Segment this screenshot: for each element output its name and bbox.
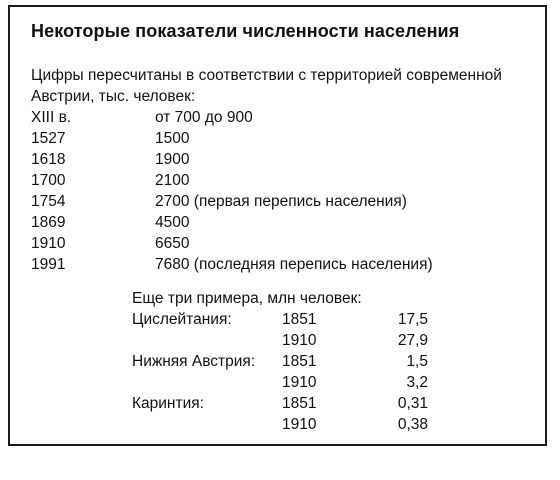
population-year: 1618: [31, 151, 66, 168]
examples-region: Нижняя Австрия:: [132, 353, 256, 370]
examples-value: 0,31: [397, 395, 428, 412]
population-value: от 700 до 900: [155, 109, 253, 126]
population-year: 1527: [31, 130, 66, 147]
population-value: 1900: [155, 151, 190, 168]
examples-row: [132, 393, 432, 414]
examples-year: 1910: [282, 374, 317, 391]
examples-value: 3,2: [406, 374, 428, 391]
population-year: 1869: [31, 214, 66, 231]
examples-table: [132, 309, 432, 435]
intro-line-2: Австрии, тыс. человек:: [31, 88, 196, 105]
population-year: XIII в.: [31, 109, 72, 126]
examples-year: 1851: [282, 395, 317, 412]
examples-value: 17,5: [397, 311, 428, 328]
examples-year: 1910: [282, 332, 317, 349]
examples-row: [132, 330, 432, 351]
population-year: 1754: [31, 193, 66, 210]
examples-value: 1,5: [406, 353, 428, 370]
examples-year: 1851: [282, 353, 317, 370]
examples-value: 0,38: [397, 416, 428, 433]
examples-year: 1910: [282, 416, 317, 433]
population-value: 2100: [155, 172, 190, 189]
examples-region: Каринтия:: [132, 395, 204, 412]
page-title: Некоторые показатели численности населения: [31, 21, 460, 41]
population-value: 7680 (последняя перепись населения): [155, 256, 433, 273]
examples-row: [132, 351, 432, 372]
examples-heading: Еще три примера, млн человек:: [132, 290, 362, 307]
examples-row: [132, 309, 432, 330]
population-year: 1910: [31, 235, 66, 252]
examples-region: Цислейтания:: [132, 311, 232, 328]
examples-row: [132, 414, 432, 435]
examples-value: 27,9: [397, 332, 428, 349]
population-value: 4500: [155, 214, 190, 231]
population-year: 1700: [31, 172, 66, 189]
intro-text: [31, 65, 541, 107]
population-value: 6650: [155, 235, 190, 252]
population-year: 1991: [31, 256, 66, 273]
population-value: 1500: [155, 130, 190, 147]
intro-line-1: Цифры пересчитаны в соответствии с территорией современной: [31, 67, 502, 84]
examples-year: 1851: [282, 311, 317, 328]
examples-row: [132, 372, 432, 393]
population-value: 2700 (первая перепись населения): [155, 193, 407, 210]
